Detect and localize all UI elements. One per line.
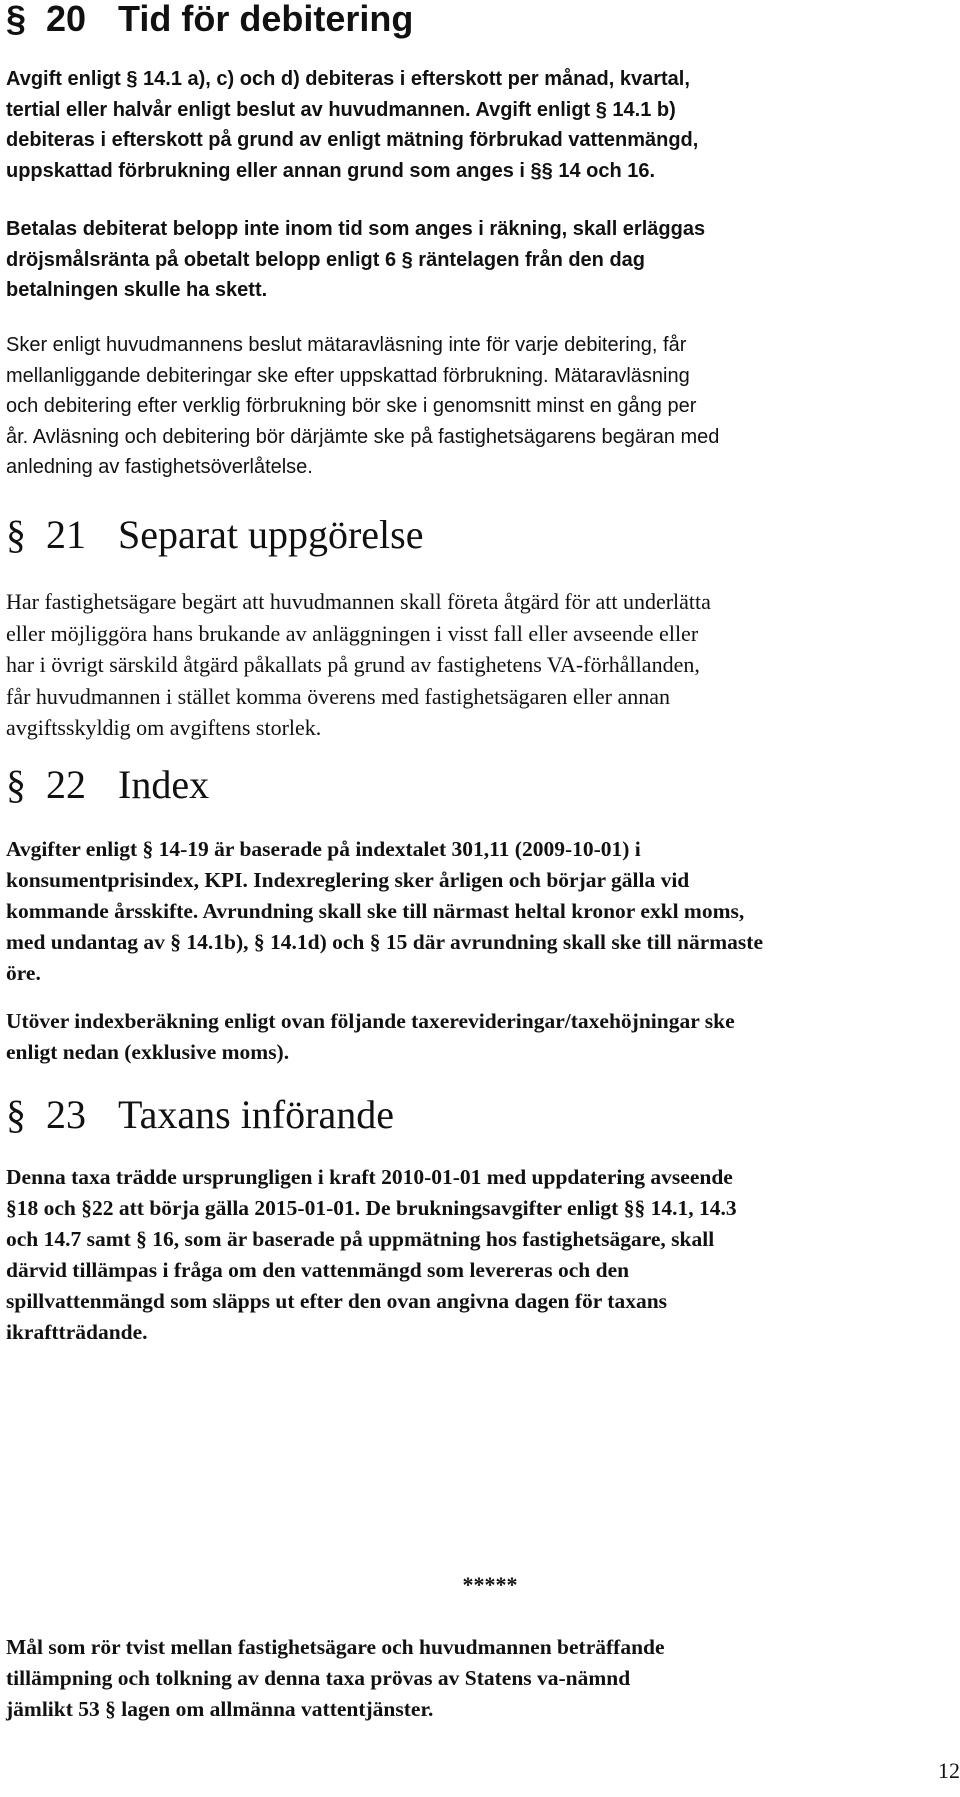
section-title: Index [118, 762, 210, 807]
section-23-heading [6, 1092, 394, 1138]
section-20-paragraph-1: Avgift enligt § 14.1 a), c) och d) debiteras i efterskott per månad, kvartal, tertial eller halvår enligt beslut av huvudmannen. Avgift enligt § 14.1 b) debiteras i efterskott på grund av enligt mätning förbrukad vattenmängd, uppskattad förbrukning eller annan grund som anges i §§ 14 och 16. [6, 68, 699, 182]
section-title: Taxans införande [118, 1092, 394, 1137]
section-sign: § [6, 512, 26, 557]
section-20-paragraph-2: Betalas debiterat belopp inte inom tid som anges i räkning, skall erläggas dröjsmålsränta på obetalt belopp enligt 6 § räntelagen från den dag betalningen skulle ha skett. [6, 218, 706, 301]
section-sign: § [6, 1092, 26, 1137]
section-22-paragraph-1: Avgifter enligt § 14-19 är baserade på indextalet 301,11 (2009-10-01) i konsumentprisindex, KPI. Indexreglering sker årligen och börjar gälla vid kommande årsskifte. Avrundning skall ske till närmast heltal kronor exkl moms, med undantag av § 14.1b), § 14.1d) och § 15 där avrundning skall ske till närmaste öre. [6, 837, 763, 985]
section-21-paragraph-1: Har fastighetsägare begärt att huvudmannen skall företa åtgärd för att underlätta eller möjliggöra hans brukande av anläggningen i visst fall eller avseende eller har i övrigt särskild åtgärd påkallats på grund av fastighetens VA-förhållanden, får huvudmannen i stället komma överens med fastighetsägaren eller annan avgiftsskyldig om avgiftens storlek. [6, 589, 711, 740]
section-number: 22 [46, 762, 86, 807]
section-number: 21 [46, 512, 86, 557]
section-20-paragraph-3: Sker enligt huvudmannens beslut mätaravläsning inte för varje debitering, får mellanliggande debiteringar ske efter uppskattad förbrukning. Mätaravläsning och debitering efter verklig förbrukning bör ske i genomsnitt minst en gång per år. Avläsning och debitering bör därjämte ske på fastighetsägarens begäran med anledning av fastighetsöverlåtelse. [6, 334, 720, 478]
closing-paragraph: Mål som rör tvist mellan fastighetsägare och huvudmannen beträffande tillämpning och tolkning av denna taxa prövas av Statens va-nämnd jämlikt 53 § lagen om allmänna vattentjänster. [6, 1635, 665, 1721]
section-22-paragraph-2: Utöver indexberäkning enligt ovan följande taxerevideringar/taxehöjningar ske enligt nedan (exklusive moms). [6, 1009, 735, 1064]
section-20-heading [6, 0, 413, 42]
section-sign: § [6, 0, 27, 39]
separator-stars: ***** [462, 1572, 518, 1597]
section-21-heading [6, 512, 423, 558]
section-title: Separat uppgörelse [118, 512, 424, 557]
section-number: 20 [46, 0, 87, 39]
section-23-paragraph-1: Denna taxa trädde ursprungligen i kraft 2010-01-01 med uppdatering avseende §18 och §22 att börja gälla 2015-01-01. De brukningsavgifter enligt §§ 14.1, 14.3 och 14.7 samt § 16, som är baserade på uppmätning hos fastighetsägare, skall därvid tillämpas i fråga om den vattenmängd som levereras och den spillvattenmängd som släpps ut efter den ovan angivna dagen för taxans ikraftträdande. [6, 1165, 737, 1344]
section-22-heading [6, 762, 209, 808]
page-number: 12 [938, 1758, 960, 1783]
section-sign: § [6, 762, 26, 807]
section-number: 23 [46, 1092, 86, 1137]
section-title: Tid för debitering [118, 0, 414, 39]
